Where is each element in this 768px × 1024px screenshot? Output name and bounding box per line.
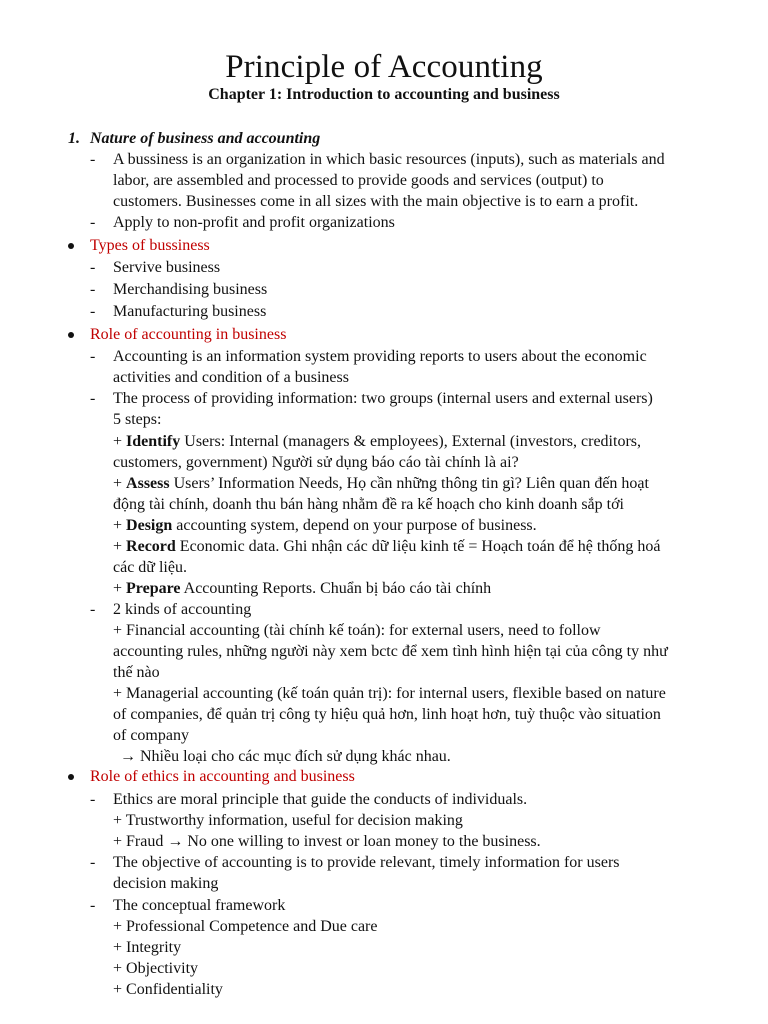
dash-marker: -: [90, 259, 96, 276]
step-keyword: Design: [126, 517, 173, 534]
dash-marker: -: [90, 214, 96, 231]
text-line: Accounting is an information system providing reports to users about the economic: [113, 348, 647, 365]
text-line: The process of providing information: two groups (internal users and external users): [113, 390, 653, 407]
text-line: 2 kinds of accounting: [113, 601, 252, 618]
plus-marker: +: [113, 475, 123, 492]
step-identify: [113, 431, 641, 452]
text-line: + Trustworthy information, useful for decision making: [113, 812, 463, 829]
ethics-heading: Role of ethics in accounting and business: [90, 768, 355, 785]
fraud-text: No one willing to invest or loan money to the business.: [183, 833, 541, 850]
step-keyword: Record: [126, 538, 176, 555]
text-line: decision making: [113, 875, 219, 892]
text-line: Ethics are moral principle that guide the conducts of individuals.: [113, 791, 528, 808]
bullet-dot-icon: [68, 332, 74, 338]
types-heading: Types of bussiness: [90, 237, 210, 254]
text-line: labor, are assembled and processed to provide goods and services (output) to: [113, 172, 604, 189]
text-line: customers. Businesses come in all sizes with the main objective is to earn a profit.: [113, 193, 639, 210]
text-line: The conceptual framework: [113, 897, 286, 914]
conclusion-text: Nhiều loại cho các mục đích sử dụng khác nhau.: [136, 748, 451, 765]
chapter-subtitle: Chapter 1: Introduction to accounting and business: [208, 86, 560, 103]
text-line: accounting rules, những người này xem bctc để xem tình hình hiện tại của công ty như: [113, 643, 668, 660]
plus-marker: +: [113, 538, 123, 555]
list-item: Manufacturing business: [113, 303, 267, 320]
plus-marker: +: [113, 517, 123, 534]
arrow-right-icon: →: [167, 833, 184, 850]
section-number: 1.: [68, 130, 80, 147]
text-line: Apply to non-profit and profit organizations: [113, 214, 395, 231]
text-line: các dữ liệu.: [113, 559, 187, 576]
role-heading: Role of accounting in business: [90, 326, 287, 343]
dash-marker: -: [90, 348, 96, 365]
list-item: + Professional Competence and Due care: [113, 918, 378, 935]
dash-marker: -: [90, 854, 96, 871]
conclusion-line: [120, 746, 451, 767]
list-item: + Integrity: [113, 939, 182, 956]
text-line: + Managerial accounting (kế toán quản trị): for internal users, flexible based on nature: [113, 685, 666, 702]
text-line: activities and condition of a business: [113, 369, 349, 386]
text-line: of companies, để quản trị công ty hiệu quả hơn, linh hoạt hơn, tuỳ thuộc vào situation: [113, 706, 661, 723]
step-keyword: Assess: [126, 475, 170, 492]
fraud-label: + Fraud: [113, 833, 168, 850]
steps-label: 5 steps:: [113, 411, 162, 428]
list-item: + Confidentiality: [113, 981, 223, 998]
plus-marker: +: [113, 433, 123, 450]
text-line: The objective of accounting is to provide relevant, timely information for users: [113, 854, 620, 871]
document-title: Principle of Accounting: [225, 49, 543, 85]
text-line: A bussiness is an organization in which basic resources (inputs), such as materials and: [113, 151, 665, 168]
list-item: Servive business: [113, 259, 221, 276]
step-text: Users’ Information Needs, Họ cần những thông tin gì? Liên quan đến hoạt: [169, 475, 649, 492]
list-item: + Objectivity: [113, 960, 199, 977]
step-keyword: Identify: [126, 433, 181, 450]
text-line: thế nào: [113, 664, 160, 681]
fraud-line: [113, 831, 541, 852]
plus-marker: +: [113, 580, 123, 597]
step-prepare: [113, 578, 491, 599]
dash-marker: -: [90, 601, 96, 618]
text-line: customers, government) Người sử dụng báo cáo tài chính là ai?: [113, 454, 519, 471]
step-assess: [113, 473, 649, 494]
text-line: + Financial accounting (tài chính kế toán): for external users, need to follow: [113, 622, 601, 639]
dash-marker: -: [90, 151, 96, 168]
step-text: accounting system, depend on your purpose of business.: [172, 517, 537, 534]
section-heading: Nature of business and accounting: [90, 130, 321, 147]
list-item: Merchandising business: [113, 281, 268, 298]
dash-marker: -: [90, 897, 96, 914]
step-keyword: Prepare: [126, 580, 181, 597]
dash-marker: -: [90, 791, 96, 808]
bullet-dot-icon: [68, 243, 74, 249]
step-record: [113, 536, 660, 557]
text-line: động tài chính, doanh thu bán hàng nhằm đề ra kế hoạch cho kinh doanh sắp tới: [113, 496, 624, 513]
dash-marker: -: [90, 281, 96, 298]
step-text: Users: Internal (managers & employees), External (investors, creditors,: [180, 433, 641, 450]
arrow-right-icon: →: [120, 748, 136, 765]
dash-marker: -: [90, 303, 96, 320]
step-text: Accounting Reports. Chuẩn bị báo cáo tài chính: [180, 580, 492, 597]
bullet-dot-icon: [68, 774, 74, 780]
step-design: [113, 515, 537, 536]
text-line: of company: [113, 727, 189, 744]
step-text: Economic data. Ghi nhận các dữ liệu kinh tế = Hoạch toán để hệ thống hoá: [175, 538, 661, 555]
dash-marker: -: [90, 390, 96, 407]
